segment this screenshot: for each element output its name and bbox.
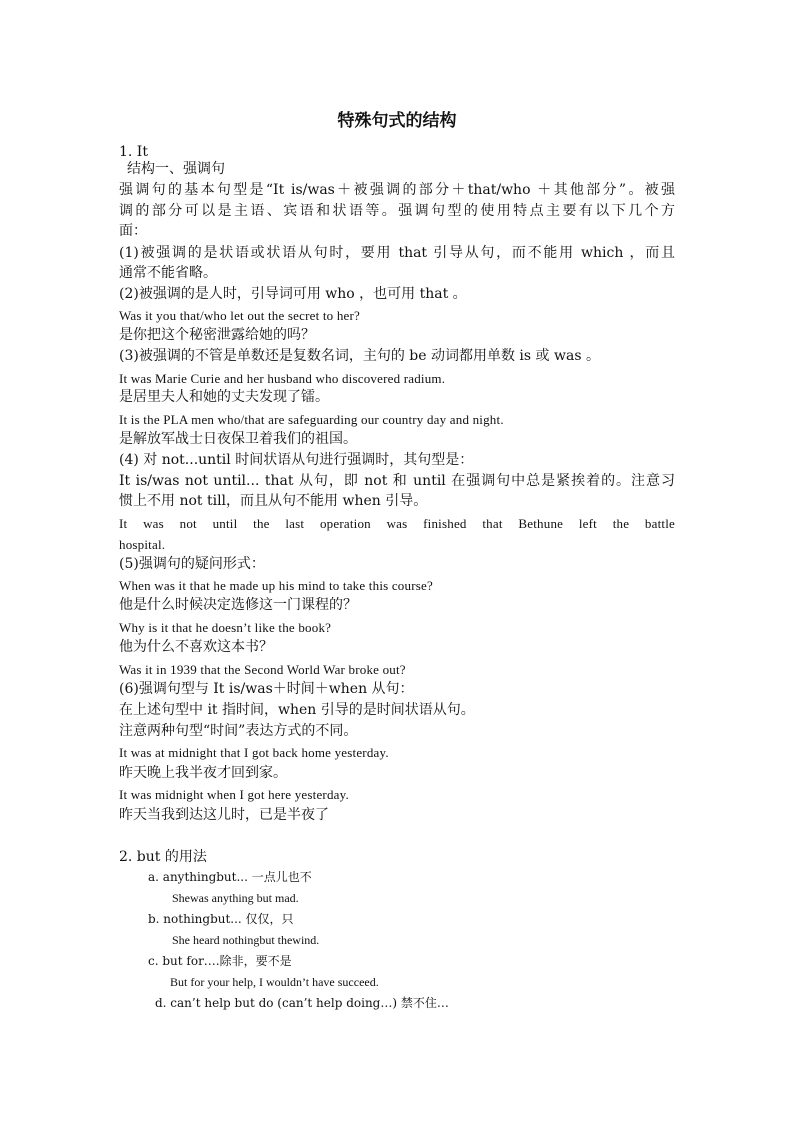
example-7-en: Was it in 1939 that the Second World War broke out? <box>119 662 406 677</box>
point-5: (5)强调句的疑问形式： <box>119 556 265 572</box>
but-item-a-example: Shewas anything but mad. <box>172 891 299 905</box>
point-6-note-1: 在上述句型中 it 指时间，when 引导的是时间状语从句。 <box>119 702 475 718</box>
example-4-en-1: It was not until the last operation was finished that Bethune left the battle <box>119 516 675 531</box>
section1-heading: 1. It <box>119 144 148 160</box>
point-6-note-2: 注意两种句型“时间”表达方式的不同。 <box>119 723 358 739</box>
section2-heading: 2. but 的用法 <box>119 849 207 865</box>
example-1-en: Was it you that/who let out the secret to her? <box>119 308 361 323</box>
point-1-line-2: 通常不能省略。 <box>119 265 217 281</box>
example-5-cn: 他是什么时候决定选修这一门课程的？ <box>119 597 357 613</box>
but-item-a-label: a. anythingbut... 一点儿也不 <box>148 870 312 884</box>
but-item-b-label: b. nothingbut... 仅仅，只 <box>148 912 294 926</box>
example-9-cn: 昨天当我到达这儿时，已是半夜了 <box>119 807 329 823</box>
example-3-cn: 是解放军战士日夜保卫着我们的祖国。 <box>119 431 357 447</box>
point-2: (2)被强调的是人时，引导词可用 who ，也可用 that 。 <box>119 286 467 302</box>
but-item-c-example: But for your help, I wouldn’t have succeed. <box>170 975 379 989</box>
example-1-cn: 是你把这个秘密泄露给她的吗？ <box>119 327 315 343</box>
point-4-detail-1: It is/was not until... that 从句，即 not 和 until 在强调句中总是紧挨着的。注意习 <box>119 473 675 489</box>
point-4: (4) 对 not...until 时间状语从句进行强调时，其句型是： <box>119 452 474 468</box>
but-item-c-label: c. but for….除非，要不是 <box>148 954 292 968</box>
but-item-b-example: She heard nothingbut thewind. <box>172 933 320 947</box>
example-2-cn: 是居里夫人和她的丈夫发现了镭。 <box>119 389 329 405</box>
example-3-en: It is the PLA men who/that are safeguarding our country day and night. <box>119 412 504 427</box>
section1-subheading: 结构一、强调句 <box>127 161 225 177</box>
point-4-detail-2: 惯上不用 not till，而且从句不能用 when 引导。 <box>119 493 428 509</box>
example-8-cn: 昨天晚上我半夜才回到家。 <box>119 765 287 781</box>
example-6-cn: 他为什么不喜欢这本书？ <box>119 639 273 655</box>
point-3: (3)被强调的不管是单数还是复数名词，主句的 be 动词都用单数 is 或 was 。 <box>119 348 600 364</box>
example-9-en: It was midnight when I got here yesterday. <box>119 787 349 802</box>
page-title: 特殊句式的结构 <box>337 111 457 131</box>
example-4-en-2: hospital. <box>119 537 166 552</box>
example-5-en: When was it that he made up his mind to take this course? <box>119 578 433 593</box>
point-6: (6)强调句型与 It is/was＋时间＋when 从句： <box>119 681 414 697</box>
intro-line-3: 面： <box>119 223 147 239</box>
intro-line-1: 强调句的基本句型是“It is/was＋被强调的部分＋that/who ＋其他部分”。被强 <box>119 182 675 198</box>
but-item-d-label: d. can’t help but do (can’t help doing…) 禁不住… <box>155 996 449 1010</box>
example-8-en: It was at midnight that I got back home yesterday. <box>119 745 389 760</box>
point-1-line-1: (1)被强调的是状语或状语从句时，要用 that 引导从句，而不能用 which ，而且 <box>119 245 675 261</box>
intro-line-2: 调的部分可以是主语、宾语和状语等。强调句型的使用特点主要有以下几个方 <box>119 203 675 219</box>
example-6-en: Why is it that he doesn’t like the book? <box>119 620 332 635</box>
example-2-en: It was Marie Curie and her husband who discovered radium. <box>119 371 446 386</box>
